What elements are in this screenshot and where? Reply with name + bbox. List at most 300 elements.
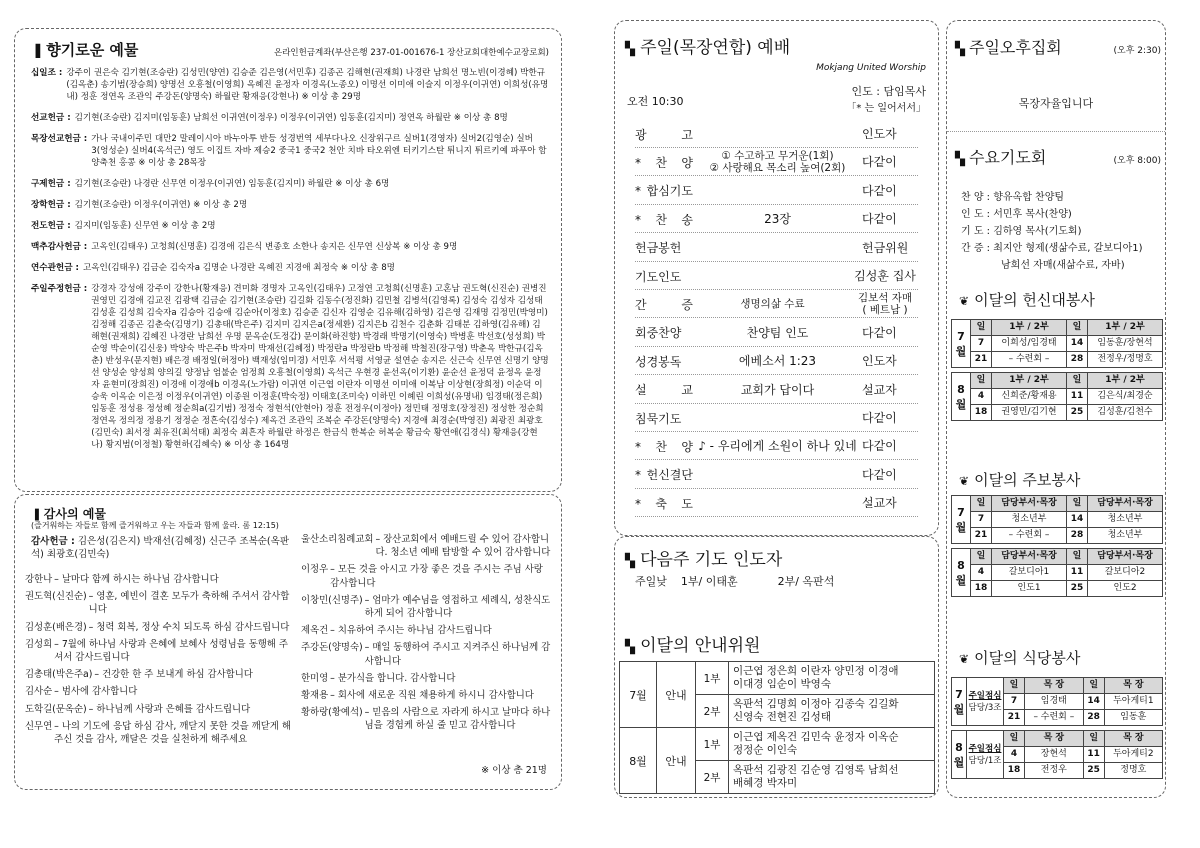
worship-detail: 생명의삶 수료 xyxy=(740,298,805,311)
worship-leader: 설교자 xyxy=(862,382,897,397)
ushers-table xyxy=(619,661,935,794)
wednesday-lines xyxy=(961,189,1143,274)
table-cell: – 수련회 – xyxy=(992,528,1067,544)
table-cell: 21 xyxy=(971,528,992,544)
table-header: 1부 / 2부 xyxy=(992,320,1067,336)
offering-group xyxy=(31,220,549,232)
clover-icon: ❦ xyxy=(959,294,970,308)
worship-item: * 찬 양 xyxy=(635,155,693,170)
worship-order-row xyxy=(635,267,918,285)
thanks-name: 김사순 xyxy=(25,686,53,698)
table-cell: 7 xyxy=(1004,694,1025,710)
thanks-item xyxy=(301,533,551,559)
thanks-text: – 엄마가 예수님을 영접하고 세례식, 성찬식도 하게 되어 감사합니다 xyxy=(364,594,551,620)
table-cell: 청소년부 xyxy=(1088,512,1163,528)
clover-icon: ❦ xyxy=(959,652,970,666)
offering-groups xyxy=(31,67,549,451)
worship-panel xyxy=(614,20,939,536)
offering-label: 십일조 : xyxy=(31,68,63,78)
table-cell: 18 xyxy=(1004,763,1025,779)
worship-item: 헌금봉헌 xyxy=(635,241,682,256)
usher-row xyxy=(620,662,935,695)
worship-order-row xyxy=(635,150,918,175)
bar-icon: ▐ xyxy=(31,44,41,58)
worship-item: 간 증 xyxy=(635,297,693,312)
table-header: 목 장 xyxy=(1104,678,1162,694)
worship-item: 침묵기도 xyxy=(635,411,682,426)
table-header: 목 장 xyxy=(1104,731,1162,747)
wednesday-line: 남희선 자매(새삶수료, 자바) xyxy=(1001,260,1125,271)
table-cell: 신희준/황재용 xyxy=(992,389,1067,405)
thanks-name: 한미영 xyxy=(301,672,329,684)
offering-label: 장학헌금 : xyxy=(31,200,71,210)
thanks-item xyxy=(301,706,551,732)
worship-leader: 다같이 xyxy=(862,155,897,170)
table-cell: 28 xyxy=(1083,710,1104,726)
usher-names: 옥판석 김명희 이정아 김종숙 김길화 신영숙 전현진 김성태 xyxy=(729,695,935,728)
thanks-name: 김총태(박은주a) xyxy=(25,669,93,681)
thanks-item xyxy=(301,624,551,637)
usher-month: 7월 xyxy=(620,662,657,728)
worship-leader: 인도 : 담임목사 xyxy=(851,85,926,98)
worship-leader: 다같이 xyxy=(862,467,897,482)
thanks-item xyxy=(301,563,551,589)
spacer-row xyxy=(952,421,1163,426)
thanks-name: 제옥건 xyxy=(301,625,329,637)
table-header: 1부 / 2부 xyxy=(992,373,1067,389)
table-row xyxy=(952,528,1163,544)
worship-leader: 다같이 xyxy=(862,183,897,198)
duty-sub: 담당/3조 xyxy=(968,702,1002,713)
bulletin-title: 이달의 주보봉사 xyxy=(974,471,1081,489)
worship-order-row xyxy=(635,494,918,512)
thanks-name: 주강돈(양명숙) xyxy=(301,642,363,654)
table-cell: 전정우/정명호 xyxy=(1088,352,1163,368)
offering-group xyxy=(31,241,549,253)
divider xyxy=(635,147,918,148)
month-cell: 7월 xyxy=(952,496,971,544)
table-header: 일 xyxy=(1083,678,1104,694)
table-cell: 김성훈/김천수 xyxy=(1088,405,1163,421)
thanks-item xyxy=(301,689,551,702)
table-cell: 갈보디아1 xyxy=(992,565,1067,581)
table-header-row xyxy=(952,678,1163,694)
table-header: 담당부서·목장 xyxy=(1088,549,1163,565)
thanks-name: 이창민(신명주) xyxy=(301,594,363,606)
thanks-item xyxy=(25,668,293,681)
thanks-lead-label: 감사헌금 : xyxy=(31,536,75,547)
clover-icon: ❦ xyxy=(959,474,970,488)
divider xyxy=(635,232,918,233)
divider xyxy=(635,459,918,460)
thanks-name: 김성희 xyxy=(25,638,53,650)
thanks-text: – 나의 기도에 응답 하심 감사, 깨닫지 못한 것을 깨닫게 해주신 것을 감사, 깨달은 것을 실천하게 해주세요 xyxy=(54,720,291,746)
table-cell: 18 xyxy=(971,581,992,597)
offering-label: 선교헌금 : xyxy=(31,113,71,123)
table-cell: 21 xyxy=(1004,710,1025,726)
spacer-row xyxy=(952,779,1163,784)
table-row xyxy=(952,389,1163,405)
worship-leader: 다같이 xyxy=(862,411,897,425)
offering-label: 구제헌금 : xyxy=(31,179,71,189)
offering-names: 강경자 강성애 강주이 강한나(황재응) 견미화 경명자 고옥인(김태우) 고정연 고청희(신명훈) 고혼남 권도혁(신진순) 권병진 권영민 김경애 김교진 김광택 김금순 김기현(조승란) 김길화 김동수(정진화) 김민철 김병석(김영록) 김성숙 김성자 김성태 김성훈 김성희 김숙자a 김승아 김승애 김순아(이정호) 김승준 김신자 김영순 김유해(김하영) 김은영 김재명 김정민(박영미) 김정해 김종곤 김춘숙(김명기) 김총태(박은주) 김지미 김지은a(정세환) 김지은b 김천수 김춘화 김태분 김하영(김유해) 김해현(권재희) 김혜진 나경란 남희선 우명 문옥순(도정갑) 문이화(하진향) 박경래 박명기(이영숙) 박병훈 박선호(성성희) 박순영 박순이(김신웅) 박양숙 박은주b 박자미 박재선(김혜정) 박정란a 박정란b 박정해 박철진(장구영) 박춘옥 박한규(김옥춘) 반성우(문지현) 배은경 배정일(허정아) 백재성(임미경) 서민후 서석평 서영균 설연순 송지은 신근숙 신무연 신명기 양명선 양성순 양성희 양의길 양정남 엄불순 엄정희 오흥철(이영희) 옥석근 우현경 윤선옥(이기환) 윤순선 윤정덕 윤정옥 윤정자 윤현미(장희진) 이경애 이경애b 이경옥(노가람) 이귀연 이근엽 이란자 이명선 이미애 이복남 이상현(장희정) 이순덕 이승욱 이옥순 이은정 이정우(이귀연) 이종원 이정훈(박숙정) 이태호(조미숙) 이하민 이혜린 이희성(유명내) 임경태(정은희) 임동훈 정성용 정성혜 정순희a(김기범) 정정숙 정현석(안현아) 정훈 전정우(이정아) 정민태 정명호(장정진) 정성한 정순희 정연옥 정의정 정용기 정정순 정흔숙(김성수) 제옥건 조관익 조복순 주강돈(양명숙) 지경애 최경순(박영진) 최광진 최광호(김민숙) 최서정 최유진(최석태) 최정숙 최흔자 하월란 하정은 한금식 한복순 허복순 황금숙 황연애(김경식) 황재응(강현나) 황지범(이정철) 황현하(김혜숙) ※ 이상 총 164명 xyxy=(91,284,549,450)
table-cell: 28 xyxy=(1067,528,1088,544)
table-row xyxy=(952,336,1163,352)
divider xyxy=(635,374,918,375)
afternoon-time: (오후 2:30) xyxy=(1113,46,1161,56)
worship-order-row xyxy=(635,466,918,484)
table-cell: 청소년부 xyxy=(1088,528,1163,544)
table-cell: 이희성/임경태 xyxy=(992,336,1067,352)
worship-order-row xyxy=(635,292,918,317)
bullet-icon: ▚ xyxy=(625,554,635,569)
thanks-name: 도학길(문옥순) xyxy=(25,703,87,715)
offering-label: 연수관헌금 : xyxy=(31,263,79,273)
worship-item: * 헌신결단 xyxy=(635,468,693,483)
worship-leader: 김보석 자매 ( 베트남 ) xyxy=(857,292,913,317)
thanks-item xyxy=(25,685,293,698)
offering-names: 김기현(조승란) 김지미(임동훈) 남희선 이귀연(이정우) 이정우(이귀연) 임동훈(김지미) 정연옥 하월란 ※ 이상 총 8명 xyxy=(74,113,508,123)
table-header-row xyxy=(952,496,1163,512)
table-header: 1부 / 2부 xyxy=(1088,320,1163,336)
offering-names: 김기현(조승란) 나경란 신무연 이정우(이귀연) 임동훈(김지미) 하월란 ※ 이상 총 6명 xyxy=(74,179,390,189)
divider xyxy=(635,175,918,176)
table-cell: 김은식/최경순 xyxy=(1088,389,1163,405)
table-cell: 7 xyxy=(971,336,992,352)
table-cell: 28 xyxy=(1067,352,1088,368)
ushers-title: 이달의 안내위원 xyxy=(640,636,761,656)
worship-order-row xyxy=(635,352,918,370)
table-cell: 7 xyxy=(971,512,992,528)
usher-names: 이근엽 제옥건 김민숙 윤정자 이옥순 정정순 이인숙 xyxy=(729,728,935,761)
table-cell: 25 xyxy=(1067,581,1088,597)
devotion-table xyxy=(951,319,1163,425)
devotion-title: 이달의 헌신대봉사 xyxy=(974,291,1095,309)
wednesday-line: 간 증 : 최지안 형제(생삶수료, 갈보디아1) xyxy=(961,243,1143,254)
offering-names: 강주이 권은숙 김기현(조승란) 김성민(양연) 김승준 김은영(서민후) 김종곤 김해현(권재희) 나경란 남희선 명노빈(이경혜) 박한규(김옥춘) 송기범(장승희) 양명선 오흥철(이영희) 옥혜진 윤정자 이경옥(노종오) 이명선 이미애 이슬지 이정우(이귀연) 이희성(유명내) 정훈 정연옥 조관익 주강돈(양명숙) 하월란 황재응(강현나) ※ 이상 총 29명 xyxy=(66,68,549,102)
worship-order-row xyxy=(635,125,918,143)
table-header-row xyxy=(952,320,1163,336)
table-header: 일 xyxy=(1004,678,1025,694)
divider xyxy=(635,516,918,517)
table-header: 일 xyxy=(1067,496,1088,512)
worship-leader: 인도자 xyxy=(862,354,897,369)
thanks-name: 황하랑(황예석) xyxy=(301,707,363,719)
thanks-text: – 장산교회에서 예배드릴 수 있어 감사합니다. 청소년 예배 탐방할 수 있어 감사합니다 xyxy=(375,534,551,559)
bullet-icon: ▚ xyxy=(625,640,635,655)
thanks-left xyxy=(25,573,293,750)
offering-panel xyxy=(14,28,562,492)
table-cell: 장현석 xyxy=(1025,747,1084,763)
thanks-text: – 범사에 감사합니다 xyxy=(54,686,138,698)
usher-role: 안내 xyxy=(657,728,696,794)
table-cell: 전정우 xyxy=(1025,763,1084,779)
thanks-text: – 믿음의 사람으로 자라게 하시고 날마다 하나님을 경험케 하실 줄 믿고 감사합니다 xyxy=(364,707,551,732)
table-header: 담당부서·목장 xyxy=(992,496,1067,512)
thanks-name: 황재용 xyxy=(301,690,329,702)
table-cell: – 수련회 – xyxy=(992,352,1067,368)
month-cell: 8월 xyxy=(952,549,971,597)
table-cell: 25 xyxy=(1083,763,1104,779)
thanks-name: 권도혁(신진순) xyxy=(25,591,87,603)
offering-label: 주일주정헌금 : xyxy=(31,284,88,294)
divider xyxy=(635,431,918,432)
spacer xyxy=(952,597,1163,602)
spacer xyxy=(952,779,1163,784)
usher-names: 옥판석 김광진 김순영 김영록 남희선 배혜경 박자미 xyxy=(729,761,935,794)
table-header: 1부 / 2부 xyxy=(1088,373,1163,389)
thanks-right xyxy=(301,533,551,737)
offering-names: 김지미(임동훈) 신무연 ※ 이상 총 2명 xyxy=(74,221,216,231)
table-cell: 인도2 xyxy=(1088,581,1163,597)
usher-row xyxy=(620,728,935,761)
thanks-text: – 날마다 함께 하시는 하나님 감사합니다 xyxy=(54,574,219,585)
duty-sub: 담당/1조 xyxy=(968,755,1002,766)
table-cell: 임동훈/장현석 xyxy=(1088,336,1163,352)
thanks-text: – 7월에 하나님 사랑과 은혜에 보혜사 성령님을 동행해 주셔서 감사드립니다 xyxy=(54,638,288,664)
table-cell: 4 xyxy=(971,389,992,405)
worship-detail: ♪ - 우리에게 소원이 하나 있네 xyxy=(698,439,857,454)
table-cell: 청소년부 xyxy=(992,512,1067,528)
offering-group xyxy=(31,262,549,274)
thanks-title: 감사의 예물 xyxy=(43,507,106,521)
table-row xyxy=(952,352,1163,368)
thanks-name: 이정우 xyxy=(301,564,329,576)
divider xyxy=(635,346,918,347)
table-cell: 권영민/김기현 xyxy=(992,405,1067,421)
worship-order-row xyxy=(635,239,918,257)
month-cell: 8월 xyxy=(952,731,967,779)
worship-detail: 찬양팀 인도 xyxy=(746,325,809,340)
bullet-icon: ▚ xyxy=(955,152,965,167)
prayer-label: 주일낮 xyxy=(635,575,667,588)
worship-order-row xyxy=(635,182,918,200)
thanks-total: ※ 이상 총 21명 xyxy=(481,765,547,776)
table-cell: 14 xyxy=(1067,512,1088,528)
divider xyxy=(635,403,918,404)
table-header: 일 xyxy=(971,320,992,336)
thanks-item xyxy=(301,594,551,620)
thanks-subtitle: (즐거워하는 자들로 함께 즐거워하고 우는 자들과 함께 울라. 롬 12:15) xyxy=(31,521,279,530)
table-row xyxy=(952,581,1163,597)
thanks-item xyxy=(25,703,293,716)
table-header: 일 xyxy=(971,549,992,565)
table-header: 목 장 xyxy=(1025,731,1084,747)
thanks-text: – 영훈, 예빈이 결혼 모두가 축하해 주셔서 감사합니다 xyxy=(88,591,290,616)
bullet-icon: ▚ xyxy=(625,42,635,57)
thanks-name: 강한나 xyxy=(25,574,53,585)
month-cell: 7월 xyxy=(952,678,967,726)
worship-item: 성경봉독 xyxy=(635,354,682,369)
table-header: 담당부서·목장 xyxy=(992,549,1067,565)
divider xyxy=(635,204,918,205)
table-cell: 11 xyxy=(1067,389,1088,405)
table-header: 일 xyxy=(1083,731,1104,747)
offering-names: 김기현(조승란) 이정우(이귀연) ※ 이상 총 2명 xyxy=(74,200,248,210)
thanks-text: – 하나님께 사랑과 은혜를 감사드립니다 xyxy=(88,703,251,715)
thanks-text: – 분가식을 합니다. 감사합니다 xyxy=(330,672,456,684)
wednesday-line: 기 도 : 김하영 목사(기도회) xyxy=(961,226,1082,237)
table-cell: – 수련회 – xyxy=(1025,710,1084,726)
duty-cell xyxy=(967,678,1004,726)
worship-leader: 헌금위원 xyxy=(862,240,909,255)
offering-names: 고옥인(김태우) 김금순 김숙자a 김명순 나경란 옥혜진 지경애 최정숙 ※ 이상 총 8명 xyxy=(82,263,395,273)
thanks-lead-names: 김은성(김은지) 박재선(김혜정) 신근주 조복순(옥판석) 최광호(김민숙) xyxy=(31,536,289,560)
table-header: 목 장 xyxy=(1025,678,1084,694)
table-row xyxy=(952,405,1163,421)
worship-leader: 설교자 xyxy=(862,496,897,511)
worship-leader: 다같이 xyxy=(862,212,897,227)
right-panel xyxy=(946,20,1166,798)
usher-part: 2부 xyxy=(696,761,729,794)
offering-account: 온라인헌금계좌(부산은행 237-01-001676-1 장산교회대한예수교장로회) xyxy=(274,48,549,58)
offering-group xyxy=(31,133,549,169)
worship-item: * 축 도 xyxy=(635,496,693,511)
wednesday-line: 찬 양 : 향유옥합 찬양팀 xyxy=(961,192,1065,203)
worship-title: 주일(목장연합) 예배 xyxy=(640,38,791,58)
worship-item: 기도인도 xyxy=(635,269,682,284)
bar-icon: ▐ xyxy=(31,510,39,521)
worship-order-row xyxy=(635,324,918,342)
wednesday-line: 인 도 : 서민후 목사(찬양) xyxy=(961,209,1072,220)
offering-group xyxy=(31,178,549,190)
worship-item: * 찬 송 xyxy=(635,212,693,227)
month-cell: 8월 xyxy=(952,373,971,421)
thanks-name: 신무연 xyxy=(25,720,53,732)
worship-english: Mokjang United Worship xyxy=(816,63,926,73)
table-cell: 인도1 xyxy=(992,581,1067,597)
offering-label: 목장선교헌금 : xyxy=(31,134,88,144)
thanks-text: – 회사에 새로운 직원 채용하게 하시니 감사합니다 xyxy=(330,690,534,702)
table-header: 일 xyxy=(1067,373,1088,389)
prayer-panel xyxy=(614,536,939,798)
table-cell: 두아게티1 xyxy=(1104,694,1162,710)
offering-names: 고옥인(김태우) 고청희(신명훈) 김경애 김은식 변종호 소한나 송지은 신무연 신상복 ※ 이상 총 9명 xyxy=(91,242,458,252)
usher-role: 안내 xyxy=(657,662,696,728)
worship-order-row xyxy=(635,437,918,455)
worship-detail: 23장 xyxy=(764,212,791,227)
table-header: 일 xyxy=(1067,320,1088,336)
divider xyxy=(635,261,918,262)
table-cell: 정명호 xyxy=(1104,763,1162,779)
divider xyxy=(635,488,918,489)
table-cell: 11 xyxy=(1067,565,1088,581)
table-header-row xyxy=(952,549,1163,565)
thanks-text: – 치유하여 주시는 하나님 감사드립니다 xyxy=(330,625,492,637)
usher-month: 8월 xyxy=(620,728,657,794)
table-cell: 임동훈 xyxy=(1104,710,1162,726)
offering-title: 향기로운 예물 xyxy=(46,41,139,59)
table-row xyxy=(952,512,1163,528)
worship-leader: 인도자 xyxy=(862,127,897,141)
thanks-name: 김성훈(배은경) xyxy=(25,621,87,633)
offering-names: 가나 국내이주민 대만2 말레이시아 바누아투 반등 성경번역 세부다나오 신장위구르 실버1(경영자) 실버2(김영순) 실버3(엉성순) 실버4(옥석근) 영도 이집트 자바 제승2 중국1 중국2 천안 치바 타오위엔 터키기스탄 튀니지 튀르키예 파푸아 함양축천 홍콩 ※ 이상 총 28목장 xyxy=(91,134,547,168)
table-cell: 4 xyxy=(971,565,992,581)
usher-names: 이근엽 정은희 이란자 양민정 이경애 이대경 임순이 박영숙 xyxy=(729,662,935,695)
table-cell: 11 xyxy=(1083,747,1104,763)
worship-item: 설 교 xyxy=(635,383,693,398)
table-row xyxy=(952,565,1163,581)
table-header: 담당부서·목장 xyxy=(1088,496,1163,512)
divider xyxy=(635,289,918,290)
thanks-name: 울산소리침례교회 xyxy=(301,534,374,545)
worship-detail: 에베소서 1:23 xyxy=(738,354,817,369)
table-header: 일 xyxy=(971,496,992,512)
duty-cell xyxy=(967,731,1004,779)
worship-leader: 다같이 xyxy=(862,325,897,340)
thanks-panel xyxy=(14,494,562,790)
duty-label: 주일점심 xyxy=(968,690,1002,701)
thanks-text: – 매일 동행하여 주시고 지켜주신 하나님께 감사합니다 xyxy=(364,642,551,667)
divider xyxy=(635,317,918,318)
thanks-item xyxy=(301,641,551,667)
worship-item: * 합심기도 xyxy=(635,184,693,199)
usher-part: 2부 xyxy=(696,695,729,728)
worship-detail: ① 수고하고 무거운(1회) ② 사랑해요 목소리 높여(2회) xyxy=(709,150,846,175)
table-cell: 임경태 xyxy=(1025,694,1084,710)
offering-group xyxy=(31,199,549,211)
table-cell: 18 xyxy=(971,405,992,421)
prayer-title: 다음주 기도 인도자 xyxy=(640,550,783,570)
afternoon-title: 주일오후집회 xyxy=(969,38,1062,57)
offering-group xyxy=(31,283,549,451)
worship-order-row xyxy=(635,409,918,427)
offering-group xyxy=(31,112,549,124)
worship-leader: 김성훈 집사 xyxy=(854,269,916,283)
table-cell: 두아게티2 xyxy=(1104,747,1162,763)
table-cell: 14 xyxy=(1083,694,1104,710)
offering-group xyxy=(31,67,549,103)
table-header: 일 xyxy=(1067,549,1088,565)
thanks-item xyxy=(301,672,551,685)
kitchen-table xyxy=(951,677,1163,783)
table-cell: 갈보디아2 xyxy=(1088,565,1163,581)
prayer-second: 2부/ 옥판석 xyxy=(777,575,835,588)
thanks-text: – 청력 회복, 정상 수치 되도록 하심 감사드립니다 xyxy=(88,621,290,633)
worship-order-row xyxy=(635,381,918,399)
table-cell: 14 xyxy=(1067,336,1088,352)
thanks-item xyxy=(25,638,293,664)
worship-detail: 교회가 답이다 xyxy=(740,382,815,397)
worship-order-row xyxy=(635,210,918,228)
table-header-row xyxy=(952,373,1163,389)
table-cell: 25 xyxy=(1067,405,1088,421)
thanks-item xyxy=(25,573,293,586)
afternoon-text: 목장자율입니다 xyxy=(1018,97,1094,110)
offering-label: 맥추감사헌금 : xyxy=(31,242,88,252)
table-header: 일 xyxy=(971,373,992,389)
worship-leader: 다같이 xyxy=(862,439,897,454)
thanks-item xyxy=(25,590,293,616)
duty-label: 주일점심 xyxy=(968,743,1002,754)
worship-item: 광 고 xyxy=(635,127,693,142)
prayer-first: 1부/ 이태훈 xyxy=(680,575,738,588)
bulletin-table xyxy=(951,495,1163,601)
usher-part: 1부 xyxy=(696,728,729,761)
worship-item: 회중찬양 xyxy=(635,326,682,341)
thanks-item xyxy=(25,720,293,746)
wednesday-title: 수요기도회 xyxy=(969,148,1047,167)
spacer xyxy=(952,421,1163,426)
worship-note: 「* 는 일어서서」 xyxy=(846,103,926,114)
thanks-text: – 모든 것을 아시고 가장 좋은 것을 주시는 주님 사랑 감사합니다 xyxy=(330,564,543,589)
kitchen-title: 이달의 식당봉사 xyxy=(974,649,1081,667)
worship-item: * 찬 양 xyxy=(635,439,693,454)
table-header: 일 xyxy=(1004,731,1025,747)
table-header-row xyxy=(952,731,1163,747)
offering-label: 전도헌금 : xyxy=(31,221,71,231)
usher-part: 1부 xyxy=(696,662,729,695)
